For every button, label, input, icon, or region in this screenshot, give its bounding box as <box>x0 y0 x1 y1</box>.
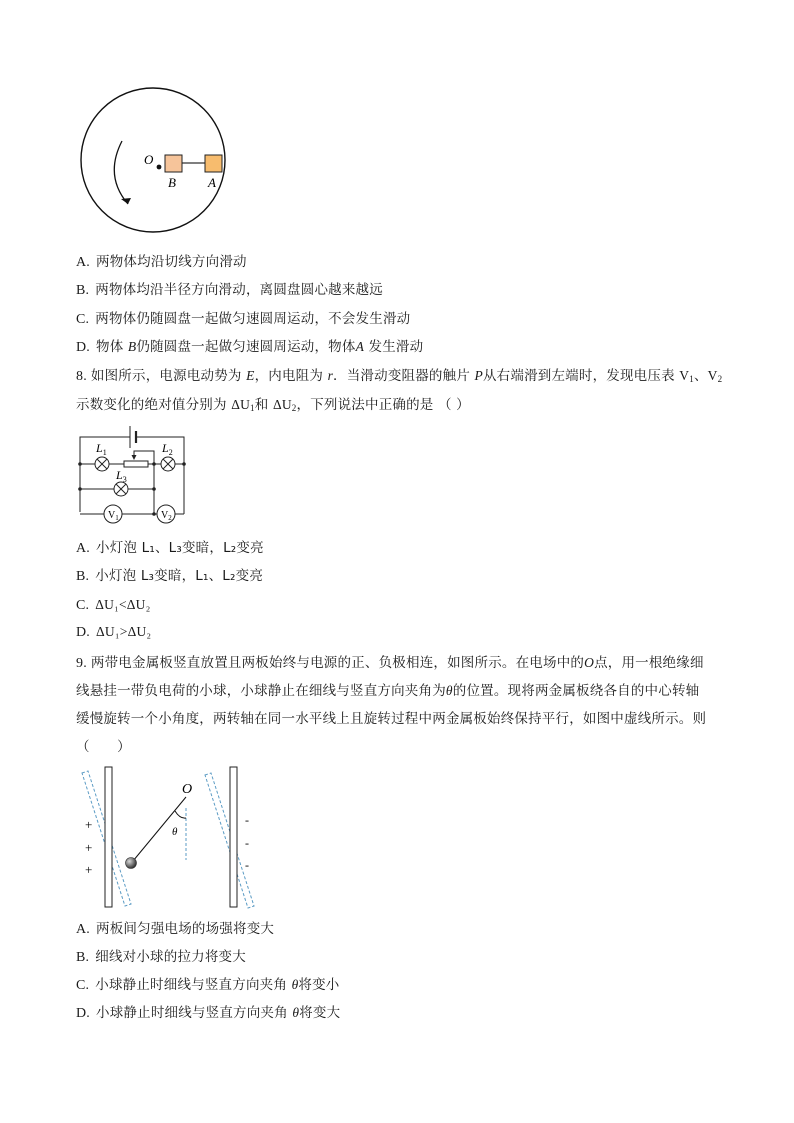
charged-ball <box>126 858 137 869</box>
q7-option-c: C. 两物体仍随圆盘一起做匀速圆周运动，不会发生滑动 <box>76 311 411 327</box>
svg-text:+: + <box>85 840 93 855</box>
left-metal-plate <box>105 767 112 907</box>
q9-stem-line3: 缓慢旋转一个小角度，两转轴在同一水平线上且旋转过程中两金属板始终保持平行，如图中虚线所示。则 <box>76 711 707 727</box>
q8-stem-line1: 8. 如图所示，电源电动势为 E，内电阻为 r．当滑动变阻器的触片 P从右端滑到左端时，发现电压表 $V_1$、$V_2$ <box>76 368 723 384</box>
point-O-label: O <box>182 782 193 797</box>
q8-option-c: C. ΔU₁<ΔU₂ <box>76 597 151 613</box>
lamp-L1-icon <box>95 457 109 471</box>
svg-text:-: - <box>245 858 249 872</box>
q9-option-d: D. 小球静止时细线与竖直方向夹角 θ将变大 <box>76 1005 341 1021</box>
q9-stem-line4: （ ） <box>76 739 131 755</box>
block-B <box>165 155 182 172</box>
svg-text:L2: $L_2$ <box>162 441 173 457</box>
q9-stem-line2: 线悬挂一带负电荷的小球，小球静止在细线与竖直方向夹角为θ的位置。现将两金属板绕各自的中心转轴 <box>76 683 700 699</box>
q8-option-d: D. ΔU₁>ΔU₂ <box>76 624 152 640</box>
q8-option-a: A. 小灯泡 L₁、L₃变暗，L₂变亮 <box>76 540 264 556</box>
svg-text:V2: $V_2$ <box>161 510 172 522</box>
block-A <box>205 155 222 172</box>
charged-plates-figure <box>78 764 270 910</box>
q7-option-d: D. 物体 B仍随圆盘一起做匀速圆周运动，物体A 发生滑动 <box>76 339 424 355</box>
disk-figure <box>78 86 238 236</box>
q9-option-b: B. 细线对小球的拉力将变大 <box>76 949 246 965</box>
q8-stem-line2: 示数变化的绝对值分别为 $\Delta U_1$和 $\Delta U_2$，下列说法中正确的是 （ ） <box>76 397 470 413</box>
block-B-label: B <box>168 175 176 190</box>
right-metal-plate <box>230 767 237 907</box>
q9-stem-line1: 9. 两带电金属板竖直放置且两板始终与电源的正、负极相连，如图所示。在电场中的O点，用一根绝缘细 <box>76 655 704 671</box>
center-point-O <box>157 165 162 170</box>
center-label: O <box>144 152 154 167</box>
string <box>133 797 186 861</box>
q9-option-a: A. 两板间匀强电场的场强将变大 <box>76 921 275 937</box>
rotation-arrow-icon <box>114 141 128 204</box>
q9-option-c: C. 小球静止时细线与竖直方向夹角 θ将变小 <box>76 977 340 993</box>
block-A-label: A <box>208 175 216 190</box>
q7-option-a: A. 两物体均沿切线方向滑动 <box>76 254 247 270</box>
svg-text:+: + <box>85 817 93 832</box>
theta-label: θ <box>172 826 178 838</box>
circuit-diagram <box>76 422 188 528</box>
svg-text:+: + <box>85 862 93 877</box>
lamp-L3-icon <box>114 482 128 496</box>
svg-text:-: - <box>245 813 249 827</box>
q7-option-b: B. 两物体均沿半径方向滑动，离圆盘圆心越来越远 <box>76 282 383 298</box>
svg-text:V1: $V_1$ <box>108 510 119 522</box>
lamp-L2-icon <box>161 457 175 471</box>
svg-text:L3: $L_3$ <box>116 468 127 484</box>
svg-text:-: - <box>245 836 249 850</box>
angle-arc <box>175 811 186 818</box>
q8-option-b: B. 小灯泡 L₃变暗，L₁、L₂变亮 <box>76 568 264 584</box>
svg-text:L1: $L_1$ <box>96 441 107 457</box>
